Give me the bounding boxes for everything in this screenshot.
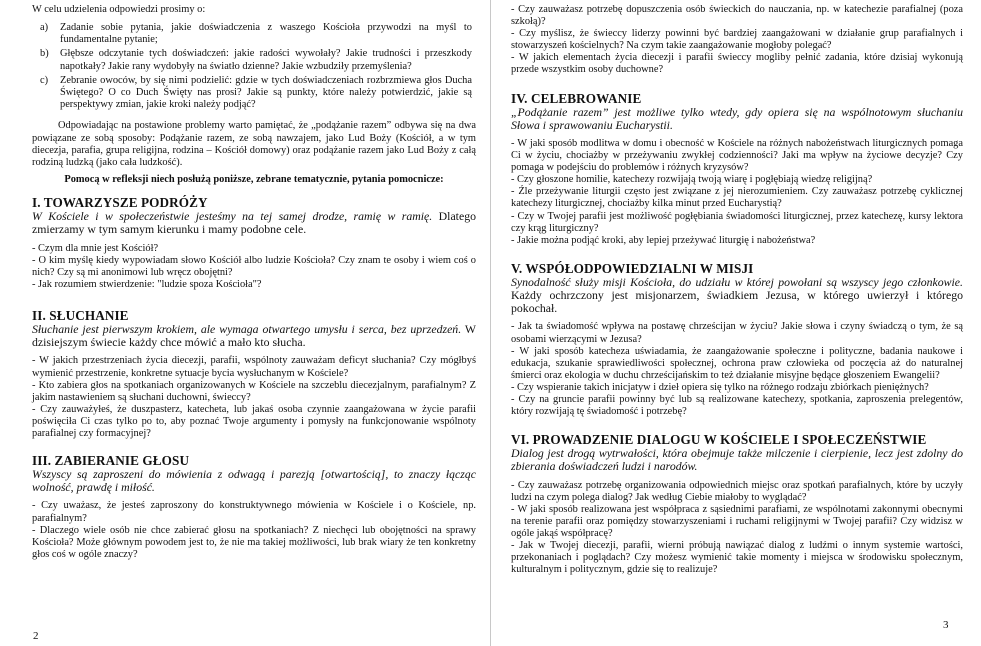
option-label: b)	[40, 48, 49, 60]
right-page	[491, 0, 981, 646]
option-label: a)	[40, 22, 49, 33]
question-item: - Kto zabiera głos na spotkaniach organizowanych w Kościele na szczeblu diecezjalnym, parafialnym? Z jakim nastawieniem są słuchani duchowni, świeccy?	[32, 379, 476, 403]
section-title: III. ZABIERANIE GŁOSU	[32, 453, 190, 469]
question-item: - Czy głoszone homilie, katechezy rozwijają twoją wiarę i pogłębiają wiedzę religijną?	[511, 174, 873, 186]
subtitle-italic: Synodalność służy misji Kościoła, do udziału w której powołani są wszyscy jego członkowie.	[511, 274, 963, 289]
question-item: - O kim myślę kiedy wypowiadam słowo Kościół albo ludzie Kościoła? Czy znam te osoby i wiem coś o nich? Czy są mi anonimowi lub wręcz obojętni?	[32, 254, 476, 278]
section-title: II. SŁUCHANIE	[32, 308, 129, 324]
option-c	[32, 75, 476, 112]
subtitle-plain: Dlatego zmierzamy w tym samym kierunku i mamy podobne cele.	[32, 209, 476, 237]
section-listening	[32, 309, 476, 440]
section-subtitle	[32, 468, 476, 494]
question-item: - Czy na gruncie parafii powinny być lub są realizowane katechezy, spotkania, zaproszenia prelegentów, który rozwijają tę świadomość i potrzebę?	[511, 393, 963, 418]
section-subtitle	[32, 323, 476, 349]
subtitle-plain: Każdy ochrzczony jest misjonarzem, świadkiem Jezusa, w którego uwierzył i którego pokochał.	[511, 288, 963, 316]
subtitle-italic: „Podążanie razem” jest możliwe tylko wtedy, gdy opiera się na wspólnotowym słuchaniu Słowa i sprawowaniu Eucharystii.	[511, 104, 963, 132]
section-title: I. TOWARZYSZE PODRÓŻY	[32, 195, 208, 211]
left-column	[32, 4, 476, 561]
question-item: - W jakich przestrzeniach życia diecezji, parafii, wspólnoty zauważam deficyt słuchania? Czy mógłbyś wymienić przestrzenie, konkretne sytuacje bycia wysłuchanym w Kościele?	[32, 355, 476, 379]
question-item: - Jak ta świadomość wpływa na postawę chrześcijan w życiu? Jakie słowa i czyny świadczą o tym, że są osobami wierzącymi w Jezusa?	[511, 321, 963, 345]
body-paragraph: Odpowiadając na postawione problemy warto pamiętać, że „podążanie razem” odbywa się na dwa powiązane ze sobą sposoby: Podążanie razem, ze sobą nawzajem, jako Lud Boży (Kościół, a w tym diecezja, parafia, grupa religijna, rodzina – Kościół domowy) oraz podążanie razem jako Lud Boży z całą rodziną ludzką (jako cała ludzkość).	[32, 120, 476, 169]
question-item: - W jaki sposób modlitwa w domu i obecność w Kościele na różnych nabożeństwach liturgicznych pomaga Ci w życiu, chociażby w przeżywaniu zwykłej codzienności? Jaki ma wpływ na życiowe decyzje? Czy pomaga w podejściu do problemów i różnych kryzysów?	[511, 137, 963, 174]
question-item: - Czym dla mnie jest Kościół?	[32, 242, 159, 254]
subtitle-italic: Dialog jest drogą wytrwałości, która obejmuje także milczenie i cierpienie, lecz jest zdolny do zbierania doświadczeń ludzi i narodów.	[511, 446, 963, 474]
option-a	[32, 22, 476, 46]
section-dialogue	[511, 433, 963, 576]
question-item: - Czy zauważasz potrzebę dopuszczenia osób świeckich do nauczania, np. w katechezie parafialnej (poza szkołą)?	[511, 4, 963, 28]
help-heading: Pomocą w refleksji niech posłużą poniższe, zebrane tematycznie, pytania pomocnicze:	[64, 174, 444, 186]
option-text: Zebranie owoców, by się nimi podzielić: gdzie w tych doświadczeniach rozbrzmiewa głos Ducha Świętego? O co Duch Święty nas prosi? Jakie są punkty, które należy potwierdzić, jakie są perspektywy zmian, jakie kroki należy podjąć?	[60, 74, 472, 111]
page-number: 3	[943, 619, 949, 631]
section-subtitle	[511, 106, 963, 132]
left-page	[0, 0, 490, 646]
question-item: - Czy zauważasz potrzebę organizowania odpowiednich miejsc oraz spotkań parafialnych, które by uczyły ludzi na czym polega dialog? Jak według Ciebie miałoby to wyglądać?	[511, 479, 963, 503]
option-text: Głębsze odczytanie tych doświadczeń: jakie radości wywołały? Jakie trudności i przeszkody napotkały? Jakie rany wydobyły na światło dzienne? Jakie wzbudziły przemyślenia?	[60, 48, 472, 72]
section-subtitle	[32, 210, 476, 236]
question-item: - Czy myślisz, że świeccy liderzy powinni być bardziej zaangażowani w działanie grup parafialnych i stowarzyszeń kościelnych? Na czym takie zaangażowanie mogłoby polegać?	[511, 28, 963, 52]
question-item: - Czy zauważyłeś, że duszpasterz, katecheta, lub jakaś osoba czynnie zaangażowana w życie parafii poświęciła Ci czas tylko po to, aby poznać Twoje argumenty i pomysły na funkcjonowanie wspólnoty parafialnej czy formacyjnej?	[32, 403, 476, 439]
question-item: - Źle przeżywanie liturgii często jest związane z jej nierozumieniem. Czy zauważasz potrzebę cyklicznej katechezy liturgicznej, chociażby kilka minut przed Eucharystią?	[511, 186, 963, 210]
question-item: - Jak rozumiem stwierdzenie: "ludzie spoza Kościoła"?	[32, 278, 262, 290]
intro-text: W celu udzielenia odpowiedzi prosimy o:	[32, 4, 206, 15]
question-item: - W jakich elementach życia diecezji i parafii świeccy mogliby pełnić zadania, które dzisiaj wykonują przede wszystkim osoby duchowne?	[511, 52, 963, 76]
option-text: Zadanie sobie pytania, jakie doświadczenia z waszego Kościoła przywodzi na myśl to fundamentalne pytanie;	[60, 22, 472, 46]
section-title: V. WSPÓŁODPOWIEDZIALNI W MISJI	[511, 260, 754, 276]
section-companions	[32, 196, 476, 291]
section-subtitle	[511, 447, 963, 473]
question-item: - Jakie można podjąć kroki, aby lepiej przeżywać liturgię i nabożeństwa?	[511, 234, 816, 246]
page-number: 2	[33, 630, 39, 642]
section-title: IV. CELEBROWANIE	[511, 90, 642, 106]
question-item: - Czy wspieranie takich inicjatyw i dzieł opiera się tylko na różnego rodzaju zbiórkach pieniężnych?	[511, 381, 929, 393]
section-speaking-out	[32, 454, 476, 561]
question-item: - W jaki sposób realizowana jest współpraca z sąsiednimi parafiami, ze wspólnotami zakonnymi obecnymi na terenie parafii oraz pomiędzy stowarzyszeniami i ruchami religijnymi w Twojej parafii? Czy widzisz w ogóle jakąś współpracę?	[511, 503, 963, 539]
subtitle-italic: W Kościele i w społeczeństwie jesteśmy na tej samej drodze, ramię w ramię.	[32, 209, 433, 224]
question-item: - Czy w Twojej parafii jest możliwość pogłębiania świadomości liturgicznej, przez katechezę, kursy lektora czy krąg liturgiczny?	[511, 210, 963, 234]
subtitle-plain: W dzisiejszym świecie każdy chce mówić a mało kto słucha.	[32, 322, 476, 350]
question-item: - Jak w Twojej diecezji, parafii, wierni próbują nawiązać dialog z ludźmi o innym systemie wartości, przekonaniach i poglądach? Czy możesz wymienić takie momenty i miejsca w środowisku społecznym, kulturalnym i politycznym, gdzie się to realizuje?	[511, 540, 963, 576]
subtitle-italic: Słuchanie jest pierwszym krokiem, ale wymaga otwartego umysłu i serca, bez uprzedzeń.	[32, 322, 462, 337]
option-label: c)	[40, 74, 49, 86]
right-column	[511, 4, 963, 576]
section-co-responsible	[511, 262, 963, 418]
section-celebrating	[511, 92, 963, 247]
question-item: - W jaki sposób katecheza uświadamia, że zaangażowanie społeczne i polityczne, badania naukowe i edukacja, szukanie sprawiedliwości społecznej, ochrona praw człowieka od poczęcia aż do naturalnej śmierci oraz ekologia w duchu chrześcijańskim to też działanie misyjne będące głoszeniem Ewangelii?	[511, 345, 963, 381]
subtitle-italic: Wszyscy są zaproszeni do mówienia z odwagą i parezją [otwartością], to znaczy łącząc wolność, prawdę i miłość.	[32, 467, 476, 495]
section-subtitle	[511, 276, 963, 316]
section-title: VI. PROWADZENIE DIALOGU W KOŚCIELE I SPOŁECZEŃSTWIE	[511, 432, 927, 448]
question-item: - Czy uważasz, że jesteś zaproszony do konstruktywnego mówienia w Kościele i o Kościele, np. parafialnym?	[32, 500, 476, 524]
question-item: - Dlaczego wiele osób nie chce zabierać głosu na spotkaniach? Z niechęci lub obojętności na sprawy Kościoła? Może głównym powodem jest to, że nie ma takiej możliwości, lub brak wiary że ten konkretny głos coś w ogóle znaczy?	[32, 524, 476, 560]
option-b	[32, 48, 476, 72]
